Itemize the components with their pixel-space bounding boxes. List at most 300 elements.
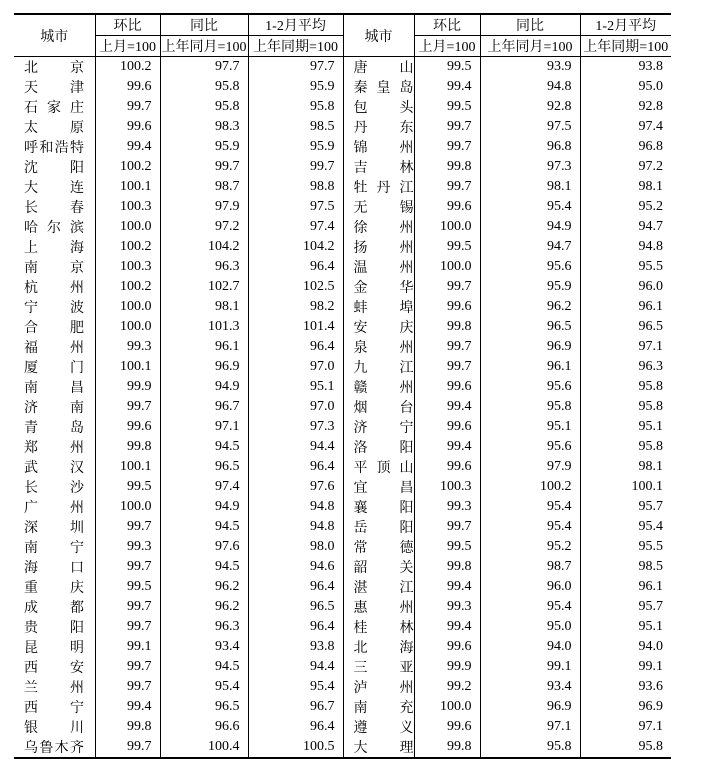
- avg-value: 98.1: [580, 177, 671, 197]
- mom-value: 99.7: [95, 657, 160, 677]
- city-cell: 郑 州: [24, 441, 84, 456]
- city-cell: 兰 州: [24, 681, 84, 696]
- avg-value: 96.5: [580, 317, 671, 337]
- table-row: [14, 457, 671, 477]
- yoy-value: 104.2: [160, 237, 248, 257]
- avg-value: 102.5: [248, 277, 343, 297]
- yoy-value: 96.2: [160, 577, 248, 597]
- header-yoy-title-right: 同比: [480, 14, 580, 36]
- yoy-value: 96.6: [160, 717, 248, 737]
- mom-value: 99.7: [95, 617, 160, 637]
- avg-value: 95.9: [248, 77, 343, 97]
- avg-value: 95.9: [248, 137, 343, 157]
- city-cell: 南 京: [24, 261, 84, 276]
- avg-value: 96.1: [580, 577, 671, 597]
- yoy-value: 97.7: [160, 57, 248, 78]
- city-cell: 北 京: [24, 61, 84, 76]
- yoy-value: 94.5: [160, 437, 248, 457]
- city-cell: 哈 尔 滨: [24, 221, 84, 236]
- city-cell: 武 汉: [24, 461, 84, 476]
- mom-value: 99.3: [95, 337, 160, 357]
- avg-value: 97.2: [580, 157, 671, 177]
- mom-value: 100.1: [95, 457, 160, 477]
- city-cell: 海 口: [24, 561, 84, 576]
- yoy-value: 100.4: [160, 737, 248, 758]
- yoy-value: 95.9: [480, 277, 580, 297]
- yoy-value: 97.4: [160, 477, 248, 497]
- city-cell: 石 家 庄: [24, 101, 84, 116]
- avg-value: 101.4: [248, 317, 343, 337]
- yoy-value: 95.4: [480, 197, 580, 217]
- avg-value: 96.4: [248, 617, 343, 637]
- city-cell: 丹 东: [343, 117, 414, 137]
- yoy-value: 94.5: [160, 557, 248, 577]
- mom-value: 99.7: [414, 277, 480, 297]
- yoy-value: 96.1: [480, 357, 580, 377]
- avg-value: 96.4: [248, 257, 343, 277]
- city-cell: 泉 州: [343, 337, 414, 357]
- city-cell: 三 亚: [343, 657, 414, 677]
- mom-value: 99.7: [414, 117, 480, 137]
- city-cell: 南 充: [343, 697, 414, 717]
- mom-value: 99.7: [95, 597, 160, 617]
- table-row: [14, 417, 671, 437]
- city-cell: 重 庆: [24, 581, 84, 596]
- avg-value: 93.6: [580, 677, 671, 697]
- mom-value: 99.6: [95, 117, 160, 137]
- header-yoy-title-left: 同比: [160, 14, 248, 36]
- yoy-value: 95.0: [480, 617, 580, 637]
- mom-value: 99.5: [414, 537, 480, 557]
- yoy-value: 95.4: [480, 517, 580, 537]
- city-cell: 宁 波: [24, 301, 84, 316]
- yoy-value: 94.5: [160, 657, 248, 677]
- avg-value: 95.8: [580, 737, 671, 758]
- yoy-value: 96.0: [480, 577, 580, 597]
- header-mom-base-left: 上月=100: [95, 36, 160, 57]
- yoy-value: 97.1: [480, 717, 580, 737]
- mom-value: 100.0: [414, 257, 480, 277]
- mom-value: 99.7: [414, 517, 480, 537]
- city-cell: 包 头: [343, 97, 414, 117]
- yoy-value: 96.3: [160, 617, 248, 637]
- avg-value: 98.2: [248, 297, 343, 317]
- city-cell: 扬 州: [343, 237, 414, 257]
- city-cell: 吉 林: [343, 157, 414, 177]
- city-cell: 昆 明: [24, 641, 84, 656]
- header-city-right: 城市: [343, 14, 414, 57]
- city-cell: 福 州: [24, 341, 84, 356]
- header-avg-title-left: 1-2月平均: [248, 14, 343, 36]
- header-mom-base-right: 上月=100: [414, 36, 480, 57]
- mom-value: 99.5: [414, 97, 480, 117]
- mom-value: 100.3: [414, 477, 480, 497]
- table-row: [14, 637, 671, 657]
- city-cell: 乌 鲁 木 齐: [24, 741, 84, 756]
- table-row: [14, 577, 671, 597]
- city-price-index-table: [14, 13, 671, 759]
- avg-value: 99.1: [580, 657, 671, 677]
- avg-value: 96.0: [580, 277, 671, 297]
- city-cell: 锦 州: [343, 137, 414, 157]
- city-cell: 洛 阳: [343, 437, 414, 457]
- header-yoy-base-left: 上年同月=100: [160, 36, 248, 57]
- avg-value: 97.7: [248, 57, 343, 78]
- city-cell: 徐 州: [343, 217, 414, 237]
- city-cell: 太 原: [24, 121, 84, 136]
- city-cell: 天 津: [24, 81, 84, 96]
- yoy-value: 93.9: [480, 57, 580, 78]
- table-row: [14, 237, 671, 257]
- yoy-value: 94.9: [480, 217, 580, 237]
- yoy-value: 95.8: [160, 77, 248, 97]
- yoy-value: 99.1: [480, 657, 580, 677]
- mom-value: 99.7: [414, 177, 480, 197]
- table-row: [14, 317, 671, 337]
- city-cell: 厦 门: [24, 361, 84, 376]
- mom-value: 100.2: [95, 157, 160, 177]
- yoy-value: 97.2: [160, 217, 248, 237]
- city-cell: 杭 州: [24, 281, 84, 296]
- mom-value: 99.9: [414, 657, 480, 677]
- mom-value: 99.7: [95, 737, 160, 758]
- table-row: [14, 717, 671, 737]
- yoy-value: 97.1: [160, 417, 248, 437]
- avg-value: 93.8: [580, 57, 671, 78]
- yoy-value: 96.3: [160, 257, 248, 277]
- avg-value: 94.0: [580, 637, 671, 657]
- mom-value: 99.8: [95, 437, 160, 457]
- city-cell: 九 江: [343, 357, 414, 377]
- avg-value: 97.1: [580, 717, 671, 737]
- mom-value: 99.6: [414, 417, 480, 437]
- mom-value: 99.8: [414, 557, 480, 577]
- mom-value: 99.4: [414, 617, 480, 637]
- mom-value: 99.7: [414, 337, 480, 357]
- mom-value: 100.0: [95, 217, 160, 237]
- mom-value: 99.6: [95, 417, 160, 437]
- mom-value: 99.6: [414, 457, 480, 477]
- header-mom-title-right: 环比: [414, 14, 480, 36]
- table-row: [14, 397, 671, 417]
- table-row: [14, 157, 671, 177]
- yoy-value: 99.7: [160, 157, 248, 177]
- city-cell: 济 南: [24, 401, 84, 416]
- yoy-value: 94.0: [480, 637, 580, 657]
- yoy-value: 96.5: [480, 317, 580, 337]
- yoy-value: 96.9: [160, 357, 248, 377]
- yoy-value: 102.7: [160, 277, 248, 297]
- mom-value: 99.4: [414, 77, 480, 97]
- city-cell: 上 海: [24, 241, 84, 256]
- avg-value: 98.1: [580, 457, 671, 477]
- table-row: [14, 377, 671, 397]
- mom-value: 100.0: [95, 317, 160, 337]
- table-row: [14, 657, 671, 677]
- city-cell: 成 都: [24, 601, 84, 616]
- yoy-value: 96.2: [160, 597, 248, 617]
- city-cell: 安 庆: [343, 317, 414, 337]
- mom-value: 100.2: [95, 277, 160, 297]
- yoy-value: 97.9: [480, 457, 580, 477]
- city-cell: 大 连: [24, 181, 84, 196]
- yoy-value: 96.8: [480, 137, 580, 157]
- city-cell: 泸 州: [343, 677, 414, 697]
- city-cell: 济 宁: [343, 417, 414, 437]
- page: [0, 13, 705, 756]
- mom-value: 99.7: [95, 517, 160, 537]
- mom-value: 100.1: [95, 177, 160, 197]
- table-row: [14, 557, 671, 577]
- mom-value: 99.6: [414, 637, 480, 657]
- table-row: [14, 537, 671, 557]
- table-row: [14, 117, 671, 137]
- avg-value: 94.8: [248, 517, 343, 537]
- mom-value: 99.7: [95, 677, 160, 697]
- yoy-value: 95.9: [160, 137, 248, 157]
- table-row: [14, 77, 671, 97]
- city-cell: 广 州: [24, 501, 84, 516]
- mom-value: 99.9: [95, 377, 160, 397]
- table-row: [14, 357, 671, 377]
- avg-value: 95.5: [580, 537, 671, 557]
- yoy-value: 98.7: [160, 177, 248, 197]
- mom-value: 100.1: [95, 357, 160, 377]
- avg-value: 96.9: [580, 697, 671, 717]
- avg-value: 97.0: [248, 357, 343, 377]
- avg-value: 97.3: [248, 417, 343, 437]
- mom-value: 99.7: [414, 137, 480, 157]
- header-row-base: [14, 36, 671, 57]
- yoy-value: 93.4: [480, 677, 580, 697]
- yoy-value: 96.1: [160, 337, 248, 357]
- avg-value: 95.4: [248, 677, 343, 697]
- yoy-value: 98.3: [160, 117, 248, 137]
- mom-value: 100.0: [414, 217, 480, 237]
- mom-value: 100.0: [414, 697, 480, 717]
- header-avg-base-left: 上年同期=100: [248, 36, 343, 57]
- mom-value: 99.5: [95, 477, 160, 497]
- table-row: [14, 137, 671, 157]
- avg-value: 99.7: [248, 157, 343, 177]
- avg-value: 95.8: [580, 437, 671, 457]
- yoy-value: 95.4: [480, 497, 580, 517]
- yoy-value: 98.1: [480, 177, 580, 197]
- yoy-value: 96.7: [160, 397, 248, 417]
- city-cell: 呼 和 浩 特: [24, 141, 84, 156]
- avg-value: 100.1: [580, 477, 671, 497]
- table-row: [14, 697, 671, 717]
- city-cell: 沈 阳: [24, 161, 84, 176]
- yoy-value: 94.9: [160, 497, 248, 517]
- avg-value: 100.5: [248, 737, 343, 758]
- city-cell: 银 川: [24, 721, 84, 736]
- city-cell: 金 华: [343, 277, 414, 297]
- mom-value: 99.6: [95, 77, 160, 97]
- mom-value: 99.7: [95, 557, 160, 577]
- avg-value: 97.5: [248, 197, 343, 217]
- table-row: [14, 197, 671, 217]
- city-cell: 长 沙: [24, 481, 84, 496]
- table-row: [14, 277, 671, 297]
- avg-value: 104.2: [248, 237, 343, 257]
- table-row: [14, 217, 671, 237]
- avg-value: 93.8: [248, 637, 343, 657]
- mom-value: 99.4: [414, 397, 480, 417]
- mom-value: 100.3: [95, 257, 160, 277]
- avg-value: 95.8: [580, 377, 671, 397]
- city-cell: 牡 丹 江: [343, 177, 414, 197]
- city-cell: 烟 台: [343, 397, 414, 417]
- avg-value: 97.0: [248, 397, 343, 417]
- avg-value: 97.4: [248, 217, 343, 237]
- yoy-value: 95.8: [480, 397, 580, 417]
- city-cell: 大 理: [343, 737, 414, 758]
- yoy-value: 96.5: [160, 457, 248, 477]
- mom-value: 99.8: [95, 717, 160, 737]
- table-row: [14, 737, 671, 758]
- table-row: [14, 477, 671, 497]
- city-cell: 宜 昌: [343, 477, 414, 497]
- city-cell: 赣 州: [343, 377, 414, 397]
- yoy-value: 101.3: [160, 317, 248, 337]
- yoy-value: 96.9: [480, 697, 580, 717]
- avg-value: 95.7: [580, 497, 671, 517]
- city-cell: 惠 州: [343, 597, 414, 617]
- avg-value: 95.1: [580, 417, 671, 437]
- mom-value: 100.0: [95, 497, 160, 517]
- avg-value: 96.4: [248, 577, 343, 597]
- table-row: [14, 177, 671, 197]
- table-row: [14, 297, 671, 317]
- mom-value: 99.2: [414, 677, 480, 697]
- avg-value: 92.8: [580, 97, 671, 117]
- yoy-value: 97.6: [160, 537, 248, 557]
- city-cell: 蚌 埠: [343, 297, 414, 317]
- yoy-value: 97.5: [480, 117, 580, 137]
- city-cell: 无 锡: [343, 197, 414, 217]
- yoy-value: 96.2: [480, 297, 580, 317]
- avg-value: 96.5: [248, 597, 343, 617]
- city-cell: 唐 山: [343, 57, 414, 78]
- mom-value: 99.1: [95, 637, 160, 657]
- city-cell: 贵 阳: [24, 621, 84, 636]
- avg-value: 95.7: [580, 597, 671, 617]
- avg-value: 95.8: [248, 97, 343, 117]
- mom-value: 99.3: [95, 537, 160, 557]
- header-city-left: 城市: [14, 14, 95, 57]
- avg-value: 98.5: [248, 117, 343, 137]
- avg-value: 96.8: [580, 137, 671, 157]
- city-cell: 常 德: [343, 537, 414, 557]
- yoy-value: 95.6: [480, 437, 580, 457]
- city-cell: 北 海: [343, 637, 414, 657]
- avg-value: 94.6: [248, 557, 343, 577]
- yoy-value: 96.9: [480, 337, 580, 357]
- table-row: [14, 497, 671, 517]
- avg-value: 98.5: [580, 557, 671, 577]
- mom-value: 99.7: [414, 357, 480, 377]
- avg-value: 98.8: [248, 177, 343, 197]
- avg-value: 96.4: [248, 457, 343, 477]
- mom-value: 99.6: [414, 377, 480, 397]
- city-cell: 南 宁: [24, 541, 84, 556]
- avg-value: 94.8: [248, 497, 343, 517]
- avg-value: 98.0: [248, 537, 343, 557]
- city-cell: 合 肥: [24, 321, 84, 336]
- header-row-titles: [14, 14, 671, 36]
- mom-value: 99.5: [414, 57, 480, 78]
- table-row: [14, 257, 671, 277]
- mom-value: 100.2: [95, 57, 160, 78]
- city-cell: 韶 关: [343, 557, 414, 577]
- mom-value: 99.8: [414, 737, 480, 758]
- yoy-value: 100.2: [480, 477, 580, 497]
- table-header: [14, 14, 671, 57]
- city-cell: 南 昌: [24, 381, 84, 396]
- yoy-value: 95.6: [480, 377, 580, 397]
- avg-value: 96.4: [248, 337, 343, 357]
- city-cell: 西 安: [24, 661, 84, 676]
- mom-value: 99.3: [414, 497, 480, 517]
- yoy-value: 96.5: [160, 697, 248, 717]
- yoy-value: 94.8: [480, 77, 580, 97]
- yoy-value: 95.6: [480, 257, 580, 277]
- avg-value: 95.2: [580, 197, 671, 217]
- city-cell: 深 圳: [24, 521, 84, 536]
- city-cell: 秦 皇 岛: [343, 77, 414, 97]
- avg-value: 97.1: [580, 337, 671, 357]
- table-row: [14, 517, 671, 537]
- city-cell: 桂 林: [343, 617, 414, 637]
- yoy-value: 97.9: [160, 197, 248, 217]
- header-yoy-base-right: 上年同月=100: [480, 36, 580, 57]
- yoy-value: 95.4: [480, 597, 580, 617]
- yoy-value: 94.9: [160, 377, 248, 397]
- mom-value: 99.6: [414, 197, 480, 217]
- avg-value: 96.1: [580, 297, 671, 317]
- avg-value: 95.4: [580, 517, 671, 537]
- avg-value: 96.4: [248, 717, 343, 737]
- table-row: [14, 597, 671, 617]
- mom-value: 100.2: [95, 237, 160, 257]
- table-row: [14, 97, 671, 117]
- table-body: [14, 57, 671, 759]
- yoy-value: 92.8: [480, 97, 580, 117]
- avg-value: 95.8: [580, 397, 671, 417]
- yoy-value: 98.7: [480, 557, 580, 577]
- mom-value: 99.7: [95, 97, 160, 117]
- header-mom-title-left: 环比: [95, 14, 160, 36]
- city-cell: 湛 江: [343, 577, 414, 597]
- avg-value: 96.3: [580, 357, 671, 377]
- mom-value: 99.4: [414, 577, 480, 597]
- city-cell: 长 春: [24, 201, 84, 216]
- avg-value: 95.0: [580, 77, 671, 97]
- city-cell: 温 州: [343, 257, 414, 277]
- table-row: [14, 337, 671, 357]
- yoy-value: 95.2: [480, 537, 580, 557]
- city-cell: 岳 阳: [343, 517, 414, 537]
- table-row: [14, 677, 671, 697]
- avg-value: 95.5: [580, 257, 671, 277]
- yoy-value: 95.8: [160, 97, 248, 117]
- avg-value: 95.1: [580, 617, 671, 637]
- table-row: [14, 57, 671, 78]
- yoy-value: 95.1: [480, 417, 580, 437]
- mom-value: 99.8: [414, 157, 480, 177]
- mom-value: 99.6: [414, 717, 480, 737]
